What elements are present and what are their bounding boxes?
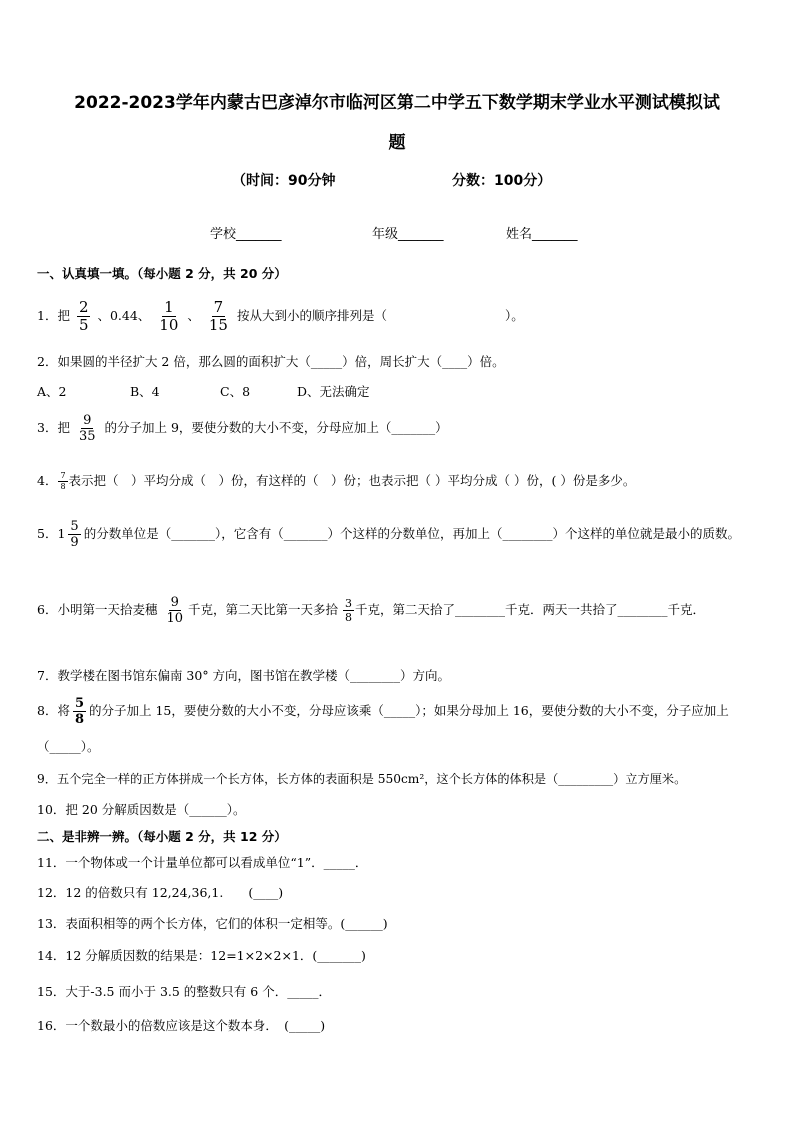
fraction: $\frac{3}{8}$ [345,597,352,624]
question-10: 10．把 20 分解质因数是（______）。 [37,802,246,817]
fraction: $\frac{2}{5}$ [78,298,89,334]
question-5: 5．1 $\frac{5}{9}$ 的分数单位是（_______），它含有（_______）个这样的分数单位，再加上（________）个这样的单位就是最小的质数。 [37,519,740,550]
page-title-line2: 题 [388,133,406,153]
question-1: 1．把 $\frac{2}{5}$ 、0.44、 $\frac{1}{10}$ 、 $\frac{7}{15}$ 按从大到小的顺序排列是（ ）。 [37,298,524,334]
fraction: $\frac{5}{9}$ [70,519,79,550]
option-c: C、8 [220,384,251,399]
question-14: 14．12 分解质因数的结果是：12=1×2×2×1．(_______) [37,948,366,963]
question-2: 2．如果圆的半径扩大 2 倍，那么圆的面积扩大（_____）倍，周长扩大（____）倍。 [37,354,505,369]
grade-field: 年级_______ [372,227,444,242]
question-12: 12．12 的倍数只有 12,24,36,1. (____) [37,885,284,900]
fraction: $\frac{9}{35}$ [78,413,96,444]
question-13: 13．表面积相等的两个长方体，它们的体积一定相等。(______) [37,916,388,931]
fraction: $\frac{1}{10}$ [159,298,179,334]
exam-time: （时间：90分钟 [232,173,336,189]
fraction: $\frac{5}{8}$ [74,696,84,727]
question-9: 9．五个完全一样的正方体拼成一个长方体，长方体的表面积是 550cm²，这个长方体的体积是（_________）立方厘米。 [37,772,687,786]
section-heading-2: 二、是非辨一辨。（每小题 2 分，共 12 分） [37,829,287,844]
fraction: $\frac{7}{8}$ [60,471,66,491]
option-a: A、2 [37,384,67,399]
question-6: 6．小明第一天拾麦穗 $\frac{9}{10}$ 千克，第二天比第一天多拾 $\frac{3}{8}$ 千克，第二天拾了________千克．两天一共拾了________千克． [37,595,706,626]
section-heading-1: 一、认真填一填。（每小题 2 分，共 20 分） [37,266,287,281]
question-3: 3．把 $\frac{9}{35}$ 的分子加上 9，要使分数的大小不变，分母应加上（_______） [37,413,448,444]
exam-score: 分数：100分） [452,173,552,189]
question-7: 7．教学楼在图书馆东偏南 30° 方向，图书馆在教学楼（________）方向。 [37,668,451,683]
question-15: 15．大于-3.5 而小于 3.5 的整数只有 6 个．_____． [37,984,331,999]
question-16: 16．一个数最小的倍数应该是这个数本身． (_____) [37,1018,326,1033]
fraction: $\frac{7}{15}$ [208,298,228,334]
question-4: 4． $\frac{7}{8}$ 表示把（ ）平均分成（ ）份，有这样的（ ）份；也表示把（ ）平均分成（ ）份，( ）份是多少。 [37,471,636,491]
fraction: $\frac{9}{10}$ [166,595,183,626]
option-d: D、无法确定 [297,384,370,399]
page-title-line1: 2022-2023学年内蒙古巴彦淖尔市临河区第二中学五下数学期末学业水平测试模拟试 [74,93,720,113]
question-8: 8．将 $\frac{5}{8}$ 的分子加上 15，要使分数的大小不变，分母应该乘（_____）；如果分母加上 16，要使分数的大小不变，分子应加上（_____）。 [37,696,729,754]
question-11: 11．一个物体或一个计量单位都可以看成单位“1”．_____． [37,855,368,870]
name-field: 姓名_______ [506,227,578,242]
option-b: B、4 [130,384,160,399]
school-field: 学校_______ [210,227,282,242]
